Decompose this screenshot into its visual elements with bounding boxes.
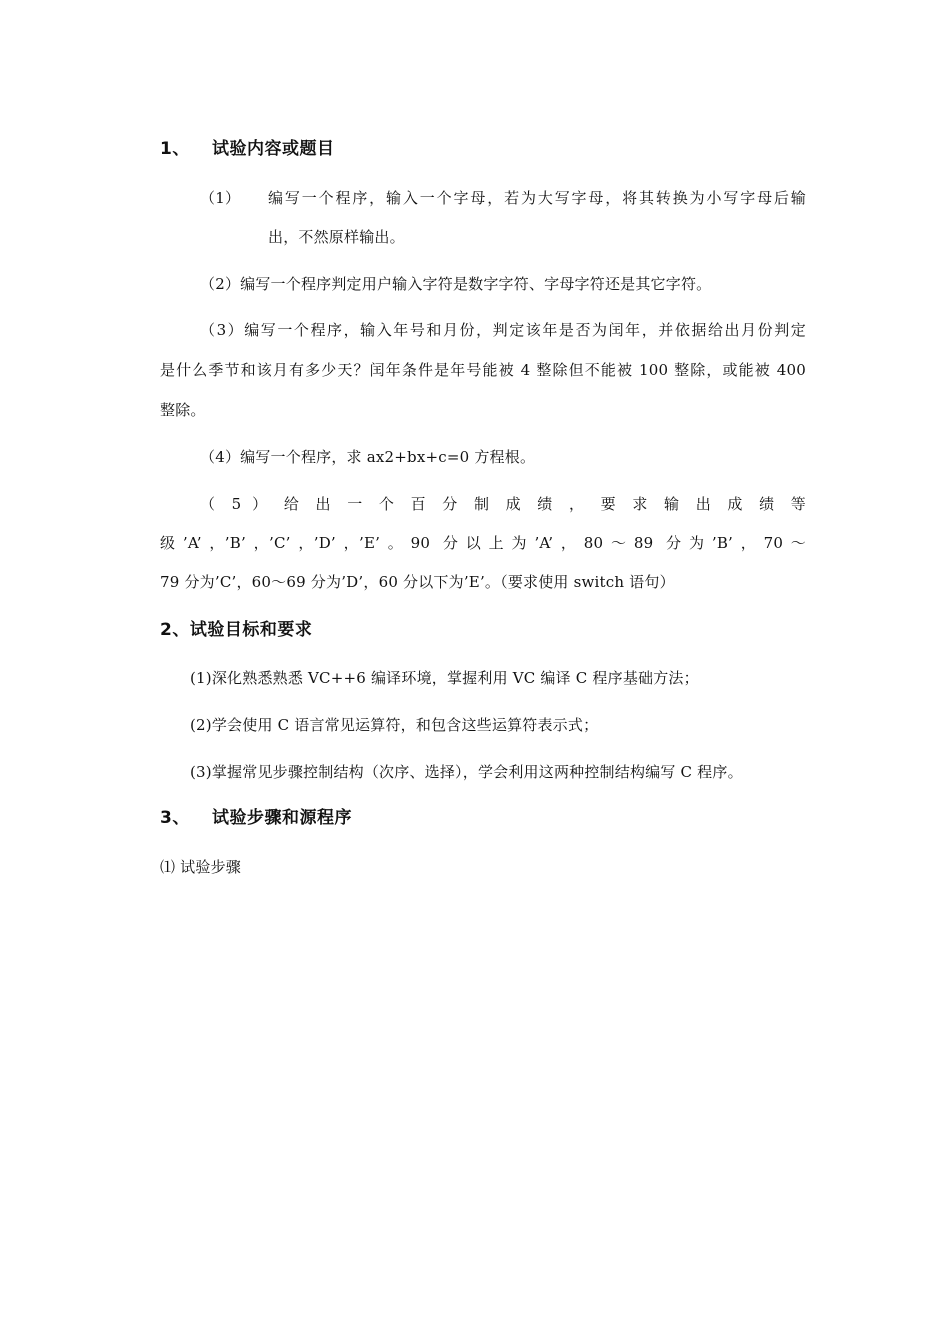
section2-item3: (3)掌握常见步骤控制结构（次序、选择），学会利用这两种控制结构编写 C 程序。	[190, 763, 743, 781]
section1-item3-line1: （3）编写一个程序，输入年号和月份，判定该年是否为闰年，并依据给出月份判定	[200, 321, 806, 339]
section2-item1: (1)深化熟悉熟悉 VC++6 编译环境，掌握利用 VC 编译 C 程序基础方法；	[190, 669, 699, 687]
section3-number: 3、	[160, 808, 190, 828]
section1-item4: （4）编写一个程序，求 ax2+bx+c=0 方程根。	[200, 448, 536, 466]
section1-item1-number: （1）	[200, 189, 241, 207]
section1-title: 试验内容或题目	[212, 139, 335, 159]
section1-item5-line3: 79 分为’C’，60～69 分为’D’，60 分以下为’E’。（要求使用 switch 语句）	[160, 573, 675, 591]
section1-item1-line2: 出，不然原样输出。	[268, 228, 405, 246]
section2-item2: (2)学会使用 C 语言常见运算符，和包含这些运算符表示式；	[190, 716, 599, 734]
section3-sub1: ⑴ 试验步骤	[160, 858, 241, 876]
section3-title: 试验步骤和源程序	[212, 808, 352, 828]
section1-number: 1、	[160, 139, 190, 159]
section1-item1-line1: 编写一个程序，输入一个字母，若为大写字母，将其转换为小写字母后输	[268, 189, 806, 207]
section1-item5-line2: 级’A’，’B’，’C’，’D’，’E’。90 分以上为’A’，80～89 分为’B’，70～	[160, 534, 806, 552]
section1-item2: （2）编写一个程序判定用户输入字符是数字字符、字母字符还是其它字符。	[200, 275, 712, 293]
section2-title: 2、试验目标和要求	[160, 620, 313, 640]
section1-item3-line2: 是什么季节和该月有多少天？闰年条件是年号能被 4 整除但不能被 100 整除，或能被 400	[160, 361, 806, 379]
section1-item5-line1: （ 5 ） 给 出 一 个 百 分 制 成 绩 ， 要 求 输 出 成 绩 等	[200, 495, 806, 513]
section1-item3-line3: 整除。	[160, 401, 206, 419]
